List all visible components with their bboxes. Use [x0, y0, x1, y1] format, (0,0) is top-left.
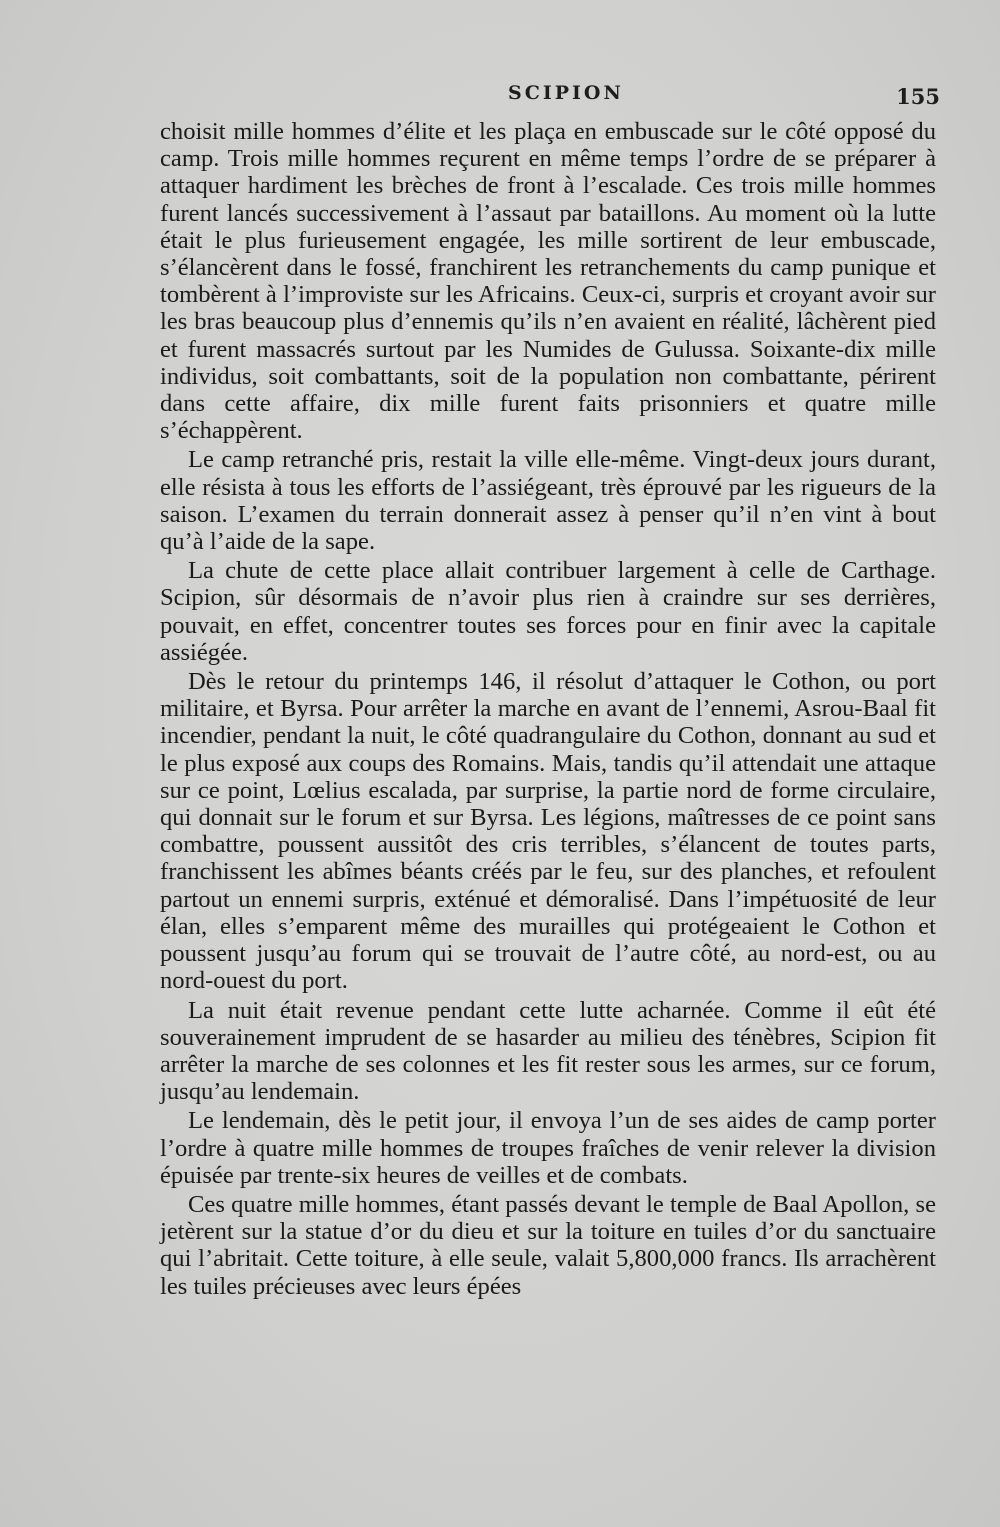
body-text [160, 118, 936, 1302]
paragraph: Ces quatre mille hommes, étant passés devant le temple de Baal Apollon, se jetèrent sur la statue d’or du dieu et sur la toiture en tuiles d’or du sanctuaire qui l’abritait. Cette toiture, à elle seule, valait 5,800,000 francs. Ils arrachèrent les tuiles précieuses avec leurs épées [160, 1190, 936, 1300]
paragraph: Le lendemain, dès le petit jour, il envoya l’un de ses aides de camp porter l’ordre à quatre mille hommes de troupes fraîches de venir relever la division épuisée par trente-six heures de veilles et de combats. [160, 1107, 936, 1189]
paragraph: La chute de cette place allait contribuer largement à celle de Carthage. Scipion, sûr désormais de n’avoir plus rien à craindre sur ses derrières, pouvait, en effet, concentrer toutes ses forces pour en finir avec la capitale assiégée. [160, 557, 936, 666]
page-header [160, 82, 940, 112]
running-title: SCIPION [508, 82, 624, 104]
paragraph: Dès le retour du printemps 146, il résolut d’attaquer le Cothon, ou port militaire, et Byrsa. Pour arrêter la marche en avant de l’ennemi, Asrou-Baal fit incendier, pendant la nuit, le côté quadrangulaire du Cothon, donnant au sud et le plus exposé aux coups des Romains. Mais, tandis qu’il attendait une attaque sur ce point, Lœlius escalada, par surprise, la partie nord de forme circulaire, qui donnait sur le forum et sur Byrsa. Les légions, maîtresses de ce point sans combattre, poussent aussitôt des cris terribles, s’élancent de toutes parts, franchissent les abîmes béants créés par le feu, sur des planches, et refoulent partout un ennemi surpris, exténué et démoralisé. Dans l’impétuosité de leur élan, elles s’emparent même des murailles qui protégeaient le Cothon et poussent jusqu’au forum qui se trouvait de l’autre côté, au nord-est, ou au nord-ouest du port. [160, 668, 936, 995]
paragraph: La nuit était revenue pendant cette lutte acharnée. Comme il eût été souverainement imprudent de se hasarder au milieu des ténèbres, Scipion fit arrêter la marche de ses colonnes et les fit rester sous les armes, sur ce forum, jusqu’au lendemain. [160, 996, 936, 1106]
paragraph: Le camp retranché pris, restait la ville elle-même. Vingt-deux jours durant, elle résista à tous les efforts de l’assiégeant, très éprouvé par les rigueurs de la saison. L’examen du terrain donnerait assez à penser qu’il n’en vint à bout qu’à l’aide de la sape. [160, 446, 936, 556]
paragraph: choisit mille hommes d’élite et les plaça en embuscade sur le côté opposé du camp. Trois mille hommes reçurent en même temps l’ordre de se préparer à attaquer hardiment les brèches de front à l’escalade. Ces trois mille hommes furent lancés successivement à l’assaut par bataillons. Au moment où la lutte était le plus furieusement engagée, les mille sortirent de leur embuscade, s’élancèrent dans le fossé, franchirent les retranchements du camp punique et tombèrent à l’improviste sur les Africains. Ceux-ci, surpris et croyant avoir sur les bras beaucoup plus d’ennemis qu’ils n’en avaient en réalité, lâchèrent pied et furent massacrés surtout par les Numides de Gulussa. Soixante-dix mille individus, soit combattants, soit de la population non combattante, périrent dans cette affaire, dix mille furent faits prisonniers et quatre mille s’échappèrent. [160, 118, 936, 445]
page-number: 155 [896, 84, 940, 109]
